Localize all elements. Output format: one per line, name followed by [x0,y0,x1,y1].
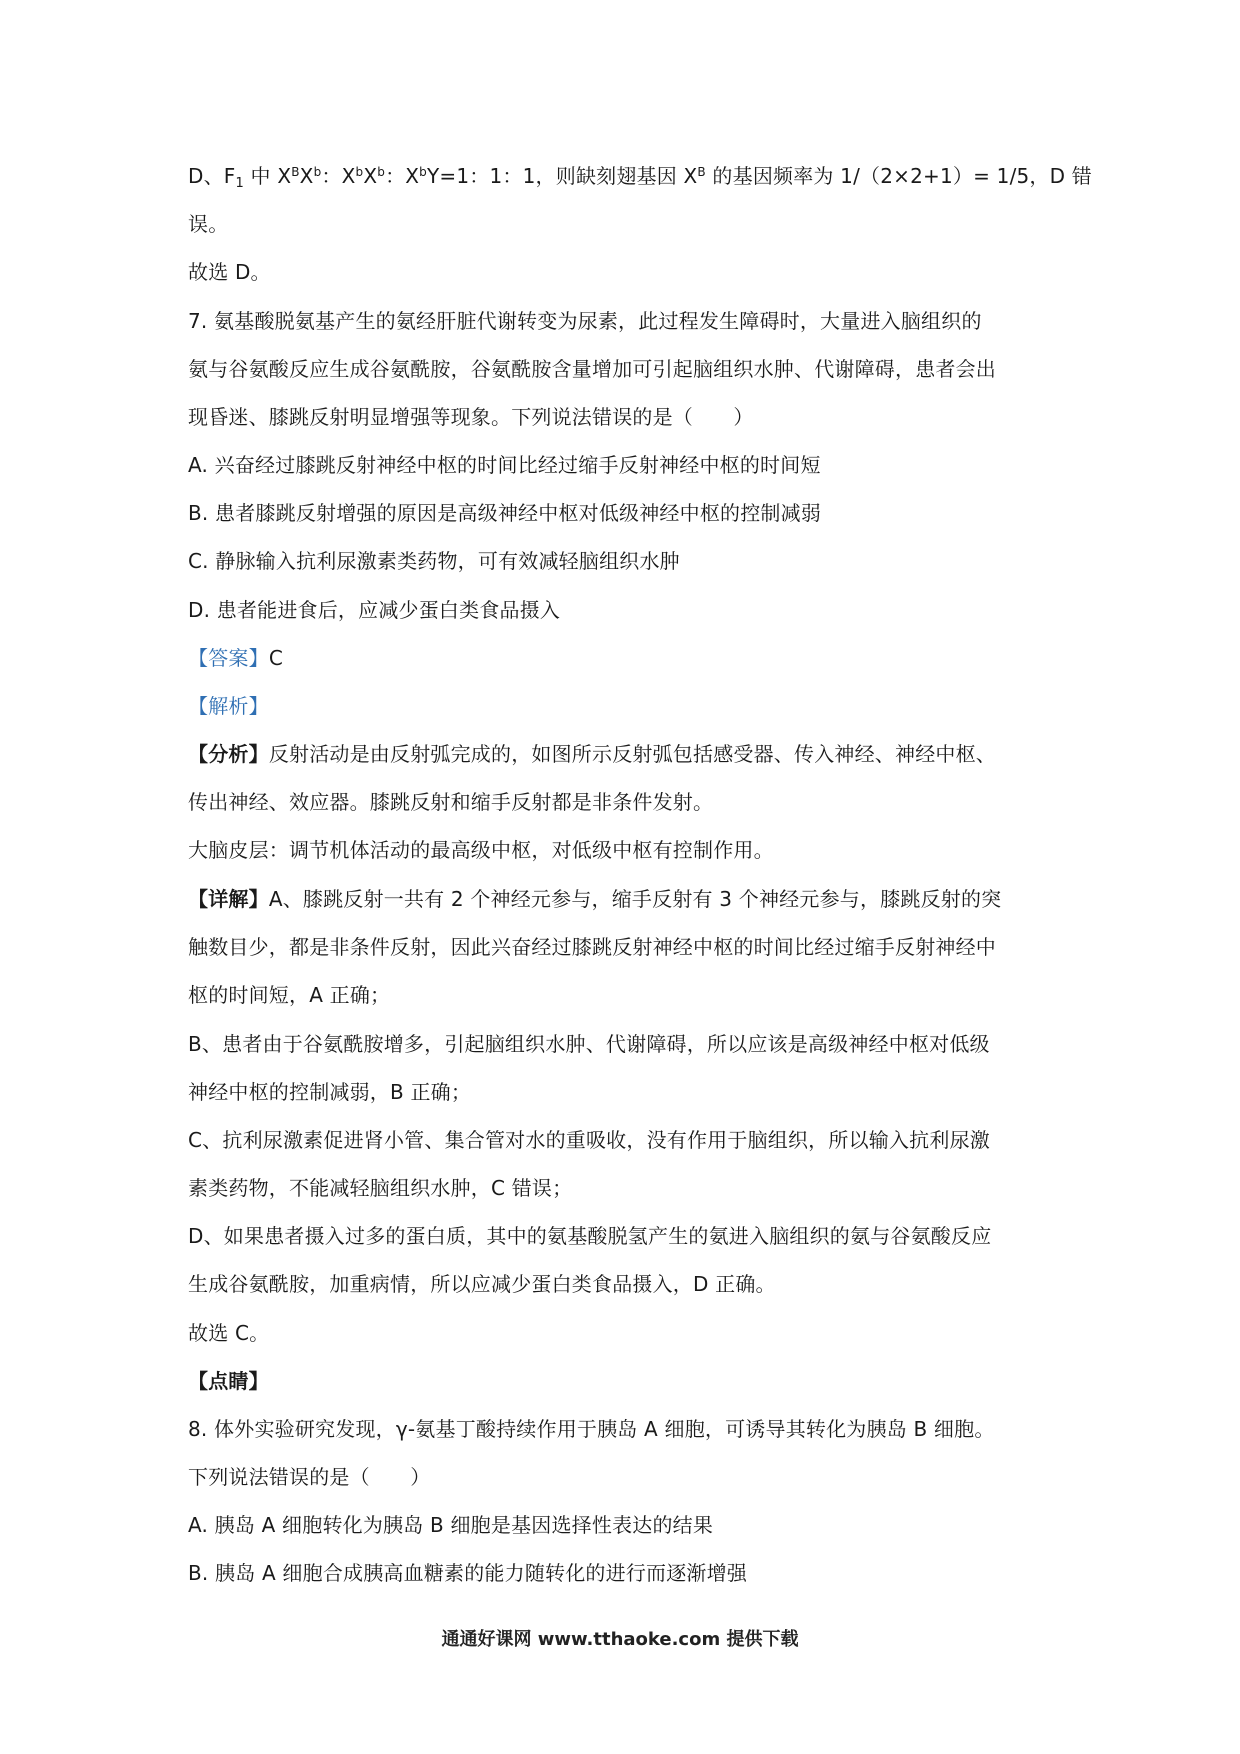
q7-xiangjie-line4: B、患者由于谷氨酰胺增多，引起脑组织水肿、代谢障碍，所以应该是高级神经中枢对低级 [188,1032,990,1056]
answer-value: C [268,646,283,670]
q7-stem-line2: 氨与谷氨酸反应生成谷氨酰胺，谷氨酰胺含量增加可引起脑组织水肿、代谢障碍，患者会出 [188,357,996,381]
q7-option-c: C. 静脉输入抗利尿激素类药物，可有效减轻脑组织水肿 [188,549,680,573]
q7-choice: 故选 C。 [188,1321,270,1345]
q7-xiangjie-line9: 生成谷氨酰胺，加重病情，所以应减少蛋白类食品摄入，D 正确。 [188,1272,776,1296]
q6-option-d-line1: D、$F_1$ 中 $X^BX^b$：$X^bX^b$：$X^bY=1$：1：1，则缺刻翅基因 $X^B$ 的基因频率为 1/（2×2+1）= 1/5，D 错 [188,164,1092,191]
q7-xiangjie-line1: 【详解】A、膝跳反射一共有 2 个神经元参与，缩手反射有 3 个神经元参与，膝跳反射的突 [188,887,1002,911]
q7-fenxi-line1: 【分析】反射活动是由反射弧完成的，如图所示反射弧包括感受器、传入神经、神经中枢、 [188,742,997,766]
q7-analysis-heading: 【解析】 [188,694,269,718]
q6-choice: 故选 D。 [188,260,271,284]
q7-answer [188,644,1058,672]
q7-option-a: A. 兴奋经过膝跳反射神经中枢的时间比经过缩手反射神经中枢的时间短 [188,453,821,477]
q7-option-d: D. 患者能进食后，应减少蛋白类食品摄入 [188,598,561,622]
xiangjie-tag: 【详解】 [188,887,269,911]
fenxi-tag: 【分析】 [188,742,269,766]
q7-stem-line3: 现昏迷、膝跳反射明显增强等现象。下列说法错误的是（ ） [188,405,754,429]
q7-fenxi-line2: 传出神经、效应器。膝跳反射和缩手反射都是非条件发射。 [188,790,714,814]
q7-dianjing: 【点睛】 [188,1369,269,1393]
q6-option-d-line2: 误。 [188,212,229,236]
q8-stem-line2: 下列说法错误的是（ ） [188,1465,431,1489]
q7-xiangjie-line7: 素类药物，不能减轻脑组织水肿，C 错误； [188,1176,573,1200]
q8-option-a: A. 胰岛 A 细胞转化为胰岛 B 细胞是基因选择性表达的结果 [188,1513,714,1537]
q8-option-b: B. 胰岛 A 细胞合成胰高血糖素的能力随转化的进行而逐渐增强 [188,1561,748,1585]
q7-xiangjie-line5: 神经中枢的控制减弱，B 正确； [188,1080,472,1104]
page-footer: 通通好课网 www.tthaoke.com 提供下载 [441,1629,799,1650]
q7-option-b: B. 患者膝跳反射增强的原因是高级神经中枢对低级神经中枢的控制减弱 [188,501,822,525]
q7-fenxi-line3: 大脑皮层：调节机体活动的最高级中枢，对低级中枢有控制作用。 [188,838,774,862]
q7-stem-line1: 7. 氨基酸脱氨基产生的氨经肝脏代谢转变为尿素，此过程发生障碍时，大量进入脑组织的 [188,309,982,333]
q7-xiangjie-line3: 枢的时间短，A 正确； [188,983,391,1007]
q8-stem-line1: 8. 体外实验研究发现，γ-氨基丁酸持续作用于胰岛 A 细胞，可诱导其转化为胰岛 B 细胞。 [188,1417,995,1441]
q7-xiangjie-line2: 触数目少，都是非条件反射，因此兴奋经过膝跳反射神经中枢的时间比经过缩手反射神经中 [188,935,996,959]
q7-xiangjie-line8: D、如果患者摄入过多的蛋白质，其中的氨基酸脱氢产生的氨进入脑组织的氨与谷氨酸反应 [188,1224,992,1248]
q7-xiangjie-line6: C、抗利尿激素促进肾小管、集合管对水的重吸收，没有作用于脑组织，所以输入抗利尿激 [188,1128,990,1152]
answer-tag: 【答案】 [188,646,269,670]
